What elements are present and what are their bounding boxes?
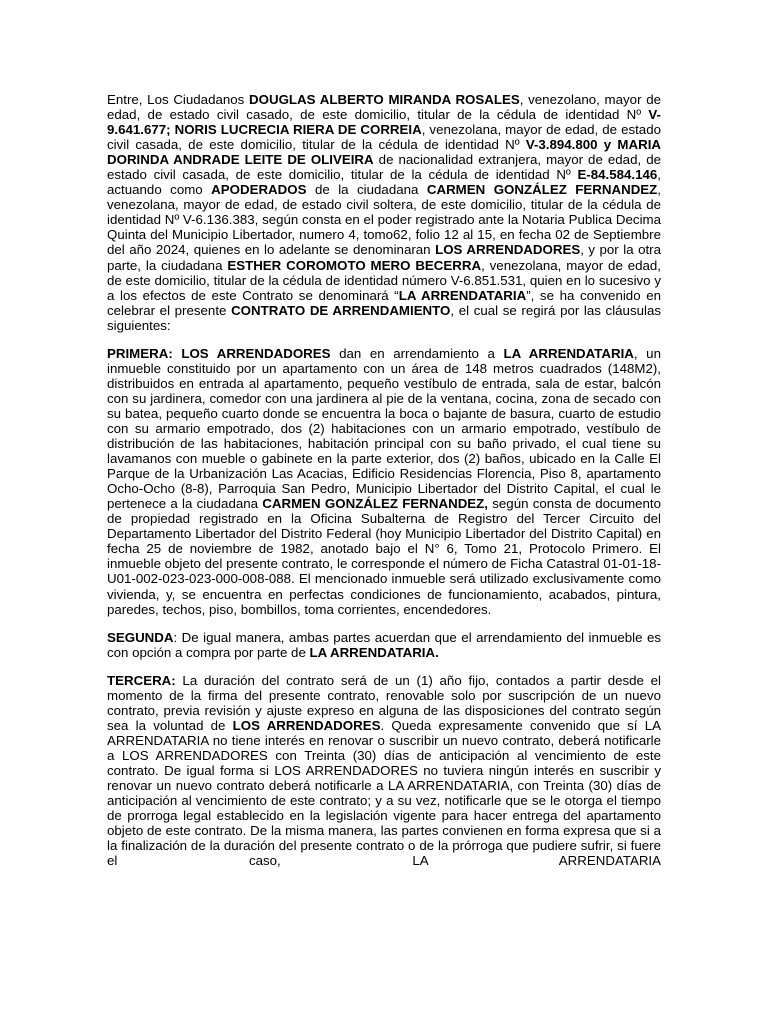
clause-segunda [107, 630, 661, 660]
body-text: , venezolana, mayor de edad, de este domicilio, titular de la cédula de identidad número V-6.851.531, quien en lo sucesivo y a los efectos de este Contrato se denominará “ [107, 257, 661, 303]
body-text: ”, se ha convenido en celebrar el presente [107, 287, 661, 318]
clause-primera [107, 346, 661, 617]
bold-text: PRIMERA: LOS ARRENDADORES [107, 345, 331, 361]
bold-text: CONTRATO DE ARRENDAMIENTO [231, 302, 451, 318]
bold-text: CARMEN GONZÁLEZ FERNANDEZ, [262, 496, 488, 512]
paragraph-intro [107, 92, 661, 333]
body-text: Entre, Los Ciudadanos [107, 92, 250, 107]
body-text: , y por la otra parte, la ciudadana [107, 242, 661, 273]
body-text: , el cual se regirá por las cláusulas siguientes: [107, 302, 661, 333]
body-text: de nacionalidad extranjera, mayor de edad, de estado civil casada, de este domicilio, titular de la cédula de identidad Nº [107, 152, 661, 183]
bold-text: ESTHER COROMOTO MERO BECERRA [227, 257, 482, 273]
bold-text: APODERADOS [211, 182, 307, 198]
contract-page [107, 92, 661, 881]
bold-text: LOS ARRENDADORES [435, 242, 581, 258]
bold-text: SEGUNDA [107, 629, 174, 645]
body-text: . Queda expresamente convenido que sí LA ARRENDATARIA no tiene interés en renovar o suscribir un nuevo contrato, deberá notificarle a LOS ARRENDADORES con Treinta (30) días de anticipación al vencimiento de este contrato. De igual forma si LOS ARRENDADORES no tuviera ningún interés en suscribir y renovar un nuevo contrato deberá notificarle a LA ARRENDATARIA, con Treinta (30) días de anticipación al vencimiento de este contrato; y a su vez, notificarle que se le otorga el tiempo de prorroga legal establecido en la legislación vigente para hacer entrega del apartamento objeto de este contrato. De la misma manera, las partes convienen en forma expresa que si a la finalización de la duración del presente contrato o de la prórroga que pudiere sufrir, si fuere el caso, LA ARRENDATARIA [107, 717, 661, 869]
body-text: según consta de documento de propiedad registrado en la Oficina Subalterna de Registro del Tercer Circuito del Departamento Libertador del Distrito Federal (hoy Municipio Libertador del Distrito Capital) en fecha 25 de noviembre de 1982, anotado bajo el N° 6, Tomo 21, Protocolo Primero. El inmueble objeto del presente contrato, le corresponde el número de Ficha Catastral 01-01-18- U01-002-023-023-000-008-088. El mencionado inmueble será utilizado exclusivamente como vivienda, y, se encuentra en perfectas condiciones de funcionamiento, acabados, pintura, paredes, techos, piso, bombillos, toma corrientes, encendedores. [107, 496, 662, 617]
body-text: de la ciudadana [306, 182, 427, 198]
bold-text: E-84.584.146 [577, 167, 658, 183]
bold-text: LA ARRENDATARIA. [309, 644, 439, 660]
body-text: dan en arrendamiento a [330, 345, 504, 361]
bold-text: CARMEN GONZÁLEZ FERNANDEZ [426, 182, 658, 198]
bold-text: V-3.894.800 y MARIA DORINDA ANDRADE LEITE DE OLIVEIRA [107, 137, 661, 168]
bold-text: DOUGLAS ALBERTO MIRANDA ROSALES [249, 92, 520, 107]
body-text: La duración del contrato será de un (1) año fijo, contados a partir desde el momento de la firma del presente contrato, renovable solo por suscripción de un nuevo contrato, previa revisión y ajuste expreso en alguna de las disposiciones del contrato según sea la voluntad de [107, 672, 661, 733]
clause-tercera [107, 673, 661, 869]
bold-text: LA ARRENDATARIA [503, 345, 634, 361]
body-text: , venezolano, mayor de edad, de estado civil casado, de este domicilio, titular de la cédula de identidad Nº [107, 92, 661, 123]
body-text: , actuando como [107, 167, 661, 198]
bold-text: V-9.641.677; NORIS LUCRECIA RIERA DE CORREIA [107, 107, 661, 138]
bold-text: LOS ARRENDADORES [232, 717, 381, 733]
bold-text: LA ARRENDATARIA [398, 287, 527, 303]
body-text: , venezolana, mayor de edad, de estado civil soltera, de este domicilio, titular de la cédula de identidad Nº V-6.136.383, según consta en el poder registrado ante la Notaria Publica Decima Quinta del Municipio Libertador, numero 4, tomo62, folio 12 al 15, en fecha 02 de Septiembre del año 2024, quienes en lo adelante se denominaran [107, 182, 661, 258]
bold-text: TERCERA: [107, 672, 176, 688]
body-text: , venezolana, mayor de edad, de estado civil casada, de este domicilio, titular de la cédula de identidad Nº [107, 122, 661, 153]
body-text: , un inmueble constituido por un apartamento con un área de 148 metros cuadrados (148M2), distribuidos en entrada al apartamento, pequeño vestíbulo de entrada, sala de estar, balcón con su jardinera, comedor con una jardinera al pie de la ventana, cocina, zona de secado con su batea, pequeño cuarto donde se encuentra la boca o bajante de basura, cuarto de estudio con su armario empotrado, dos (2) habitaciones con un armario empotrado, vestíbulo de distribución de las habitaciones, habitación principal con su baño privado, el cual tiene su lavamanos con mueble o gabinete en la parte exterior, dos (2) baños, ubicado en la Calle El Parque de la Urbanización Las Acacias, Edificio Residencias Florencia, Piso 8, apartamento Ocho-Ocho (8-8), Parroquia San Pedro, Municipio Libertador del Distrito Capital, el cual le pertenece a la ciudadana [107, 345, 661, 512]
body-text: : De igual manera, ambas partes acuerdan que el arrendamiento del inmueble es con opción a compra por parte de [107, 629, 661, 660]
